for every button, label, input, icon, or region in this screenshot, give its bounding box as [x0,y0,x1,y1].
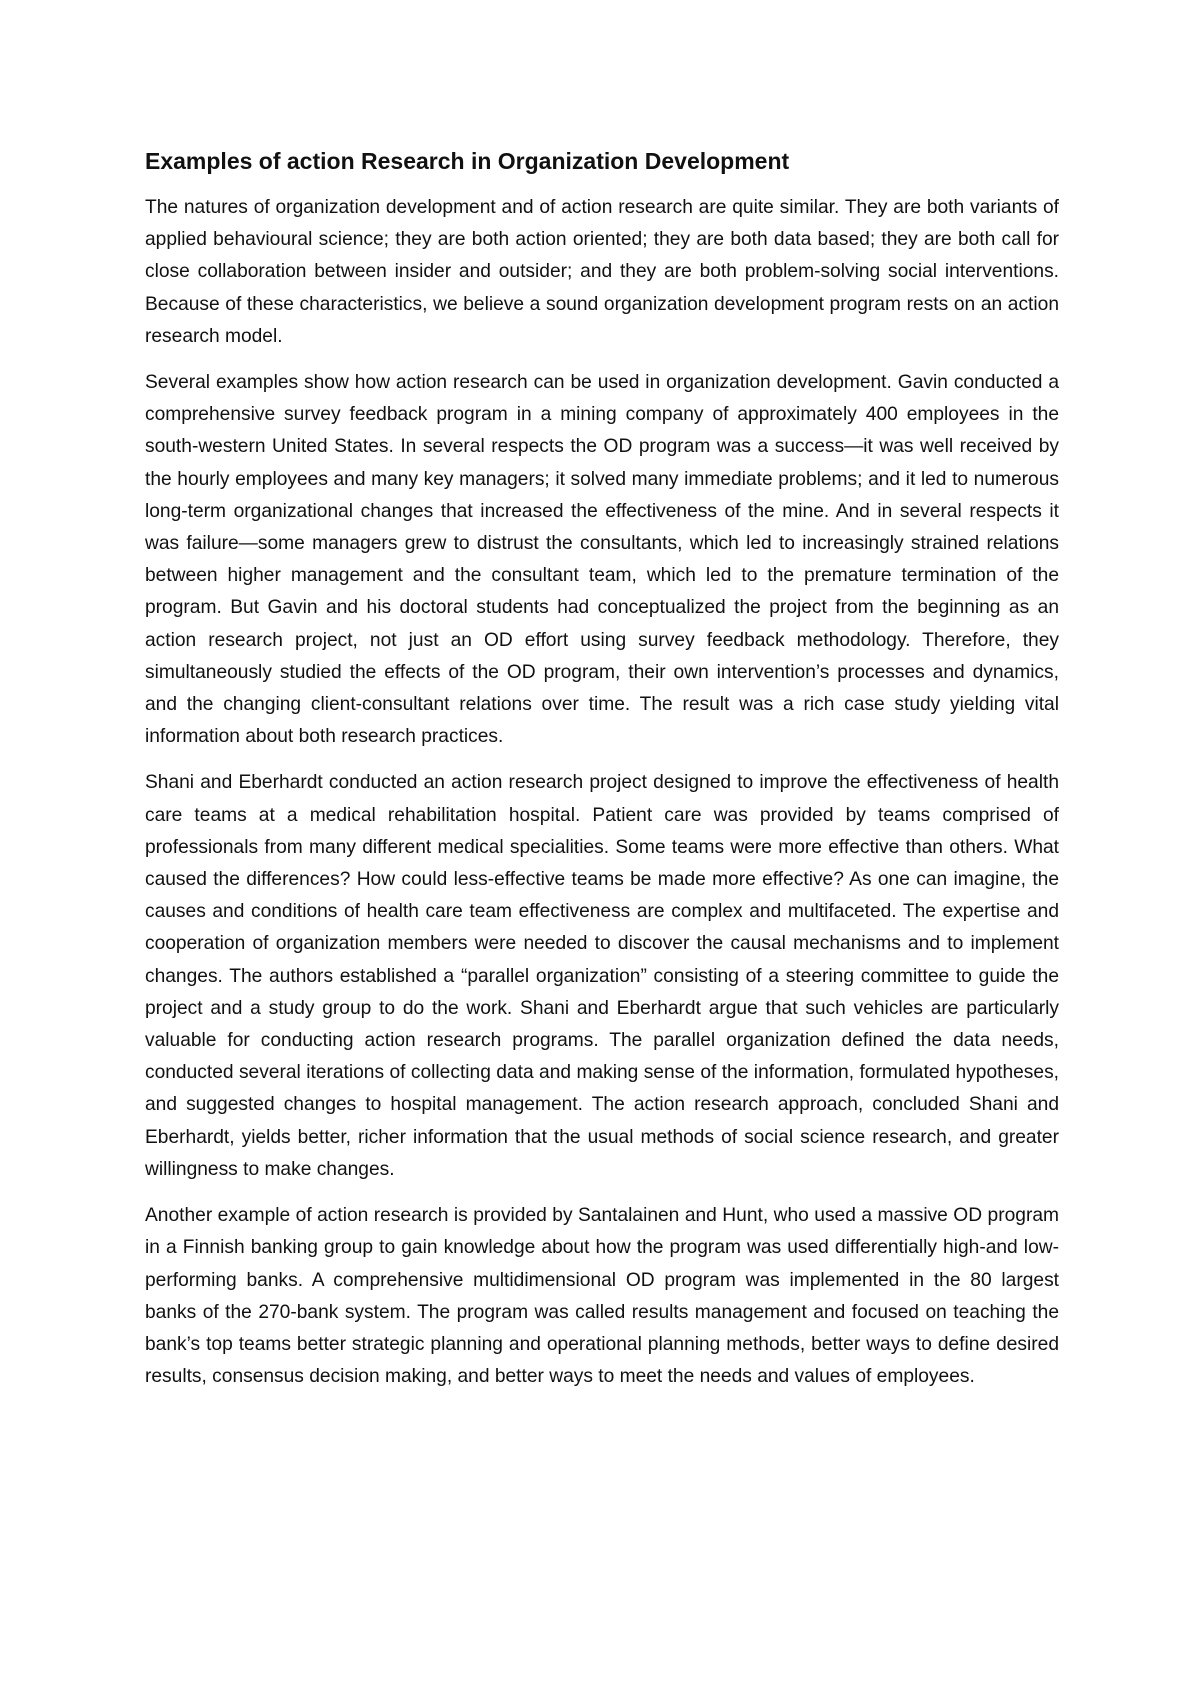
document-title: Examples of action Research in Organization Development [145,148,790,174]
paragraph-shani-eberhardt-example: Shani and Eberhardt conducted an action research project designed to improve the effectiveness of health care teams at a medical rehabilitation hospital. Patient care was provided by teams comprised of professionals from many different medical specialities. Some teams were more effective than others. What caused the differences? How could less-effective teams be made more effective? As one can imagine, the causes and conditions of health care team effectiveness are complex and multifaceted. The expertise and cooperation of organization members were needed to discover the causal mechanisms and to implement changes. The authors established a “parallel organization” consisting of a steering committee to guide the project and a study group to do the work. Shani and Eberhardt argue that such vehicles are particularly valuable for conducting action research programs. The parallel organization defined the data needs, conducted several iterations of collecting data and making sense of the information, formulated hypotheses, and suggested changes to hospital management. The action research approach, concluded Shani and Eberhardt, yields better, richer information that the usual methods of social science research, and greater willingness to make changes. [145,772,1059,1180]
paragraph-santalainen-hunt-example: Another example of action research is provided by Santalainen and Hunt, who used a massive OD program in a Finnish banking group to gain knowledge about how the program was used differentially high-and low-performing banks. A comprehensive multidimensional OD program was implemented in the 80 largest banks of the 270-bank system. The program was called results management and focused on teaching the bank’s top teams better strategic planning and operational planning methods, better ways to define desired results, consensus decision making, and better ways to meet the needs and values of employees. [145,1205,1059,1388]
paragraph-od-and-action-research: The natures of organization development and of action research are quite similar. They are both variants of applied behavioural science; they are both action oriented; they are both data based; they are both call for close collaboration between insider and outsider; and they are both problem-solving social interventions. Because of these characteristics, we believe a sound organization development program rests on an action research model. [145,197,1059,347]
document-body [145,146,1059,1407]
paragraph-gavin-example: Several examples show how action research can be used in organization development. Gavin conducted a comprehensive survey feedback program in a mining company of approximately 400 employees in the south-western United States. In several respects the OD program was a success—it was well received by the hourly employees and many key managers; it solved many immediate problems; and it led to numerous long-term organizational changes that increased the effectiveness of the mine. And in several respects it was failure—some managers grew to distrust the consultants, which led to increasingly strained relations between higher management and the consultant team, which led to the premature termination of the program. But Gavin and his doctoral students had conceptualized the project from the beginning as an action research project, not just an OD effort using survey feedback methodology. Therefore, they simultaneously studied the effects of the OD program, their own intervention’s processes and dynamics, and the changing client-consultant relations over time. The result was a rich case study yielding vital information about both research practices. [145,372,1059,748]
